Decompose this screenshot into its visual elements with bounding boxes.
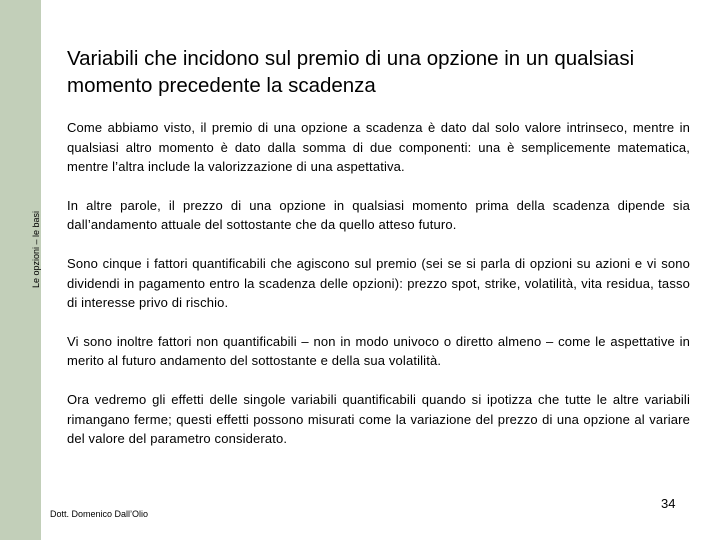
paragraph-3: Sono cinque i fattori quantificabili che agiscono sul premio (sei se si parla di opzioni su azioni e vi sono dividendi in pagamento entro la scadenza delle opzioni): prezzo spot, strike, volatilità, vita residua, tasso di interesse privo di rischio. xyxy=(67,255,690,311)
paragraph-2: In altre parole, il prezzo di una opzione in qualsiasi momento prima della scadenza dipende sia dall’andamento attuale del sottostante che da quello atteso futuro. xyxy=(67,197,690,233)
slide-body xyxy=(67,118,690,468)
paragraph-4: Vi sono inoltre fattori non quantificabili – non in modo univoco o diretto almeno – come le aspettative in merito al futuro andamento del sottostante e della sua volatilità. xyxy=(67,333,690,369)
footer-author: Dott. Domenico Dall’Olio xyxy=(50,509,149,519)
slide-title: Variabili che incidono sul premio di una opzione in un qualsiasi momento precedente la scadenza xyxy=(67,47,635,97)
section-label: Le opzioni – le basi xyxy=(31,210,41,288)
page-number: 34 xyxy=(661,496,676,511)
paragraph-5: Ora vedremo gli effetti delle singole variabili quantificabili quando si ipotizza che tutte le altre variabili rimangano ferme; questi effetti possono misurati come la variazione del prezzo di una opzione al variare del valore del parametro considerato. xyxy=(67,391,690,447)
paragraph-1: Come abbiamo visto, il premio di una opzione a scadenza è dato dal solo valore intrinseco, mentre in qualsiasi altro momento è dato dalla somma di due componenti: una è semplicemente matematica, mentre l’altra include la valorizzazione di una aspettativa. xyxy=(67,120,690,175)
